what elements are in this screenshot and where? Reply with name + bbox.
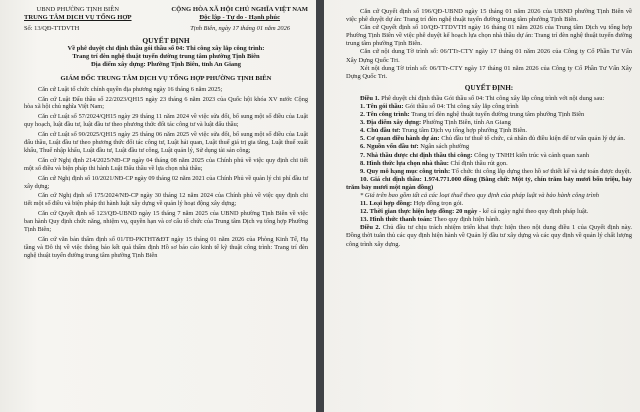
legal-basis-paragraph: Căn cứ Nghị định số 175/2024/NĐ-CP ngày 30 tháng 12 năm 2024 của Chính phủ về việc quy định chi tiết một số điều và biện pháp thi hành luật xây dựng về quản lý hoạt động xây dựng; — [24, 192, 308, 208]
price-note: * Giá trên bao gồm tất cả các loại thuế theo quy định của pháp luật và bảo hành công trình — [360, 191, 600, 199]
document-header — [24, 6, 308, 22]
decision-item — [346, 111, 632, 119]
legal-basis-paragraph: Căn cứ Quyết định số 123/QĐ-UBND ngày 15 tháng 7 năm 2025 của UBND phường Tịnh Biên về việc ban hành Quy định chức năng, nhiệm vụ, quyền hạn và cơ cấu tổ chức của Trung tâm Dịch vụ tổng hợp Phường Tịnh Biên; — [24, 210, 308, 234]
decision-item — [346, 127, 632, 135]
item-text: Công ty TNHH kiến trúc và cảnh quan xanh — [472, 151, 590, 159]
decision-item — [346, 208, 632, 216]
item-label: 11. Loại hợp đồng: — [360, 200, 413, 208]
article-label: Điều 1. — [360, 94, 380, 102]
item-text: Hợp đồng trọn gói. — [412, 200, 464, 208]
document-title: QUYẾT ĐỊNH — [142, 36, 190, 45]
legal-basis-paragraph: Căn cứ Luật số 90/2025/QH15 ngày 25 tháng 06 năm 2025 về việc sửa đổi, bổ sung một số điều của Luật đấu thầu, Luật đầu tư theo phương thức đối tác công tư, Luật hải quan, Luật thuế giá trị gia tăng, Luật thuế xuất khẩu, Thuế nhập khẩu, Luật đầu tư, Luật đầu tư công, Luật quản lý, Sử dụng tài sản công; — [24, 131, 308, 154]
item-text: Phường Tịnh Biên, tỉnh An Giang — [421, 119, 511, 127]
decision-item — [346, 176, 632, 192]
nation-line-2: Độc lập - Tự do - Hạnh phúc — [199, 14, 280, 21]
decision-item — [346, 216, 632, 224]
nation-line-1: CỘNG HÒA XÃ HỘI CHỦ NGHĨA VIỆT NAM — [171, 6, 308, 13]
document-page-right — [324, 0, 640, 412]
document-number: Số: 13/QĐ-TTDVTH — [24, 25, 80, 32]
decision-item — [346, 119, 632, 127]
document-subject — [24, 45, 308, 70]
legal-basis-paragraph: Căn cứ Luật số 57/2024/QH15 ngày 29 tháng 11 năm 2024 về việc sửa đổi, bổ sung một số điều của Luật quy hoạch, luật đầu tư, luật đầu tư theo phương thức đối tác công tư và luật đấu thầu; — [24, 113, 308, 129]
document-page-left — [0, 0, 316, 412]
item-label: 6. Nguồn vốn đầu tư: — [360, 143, 419, 151]
item-label: 9. Quy mô hạng mục công trình: — [360, 167, 451, 175]
item-text: Trung tâm Dịch vụ tổng hợp phường Tịnh Biên. — [400, 127, 527, 135]
legal-basis-paragraph: Căn cứ Nghị định 214/2025/NĐ-CP ngày 04 tháng 08 năm 2025 của Chính phủ về việc quy định chi tiết một số điều và biện pháp thi hành Luật Đấu thầu về lựa chọn nhà thầu; — [24, 156, 308, 172]
item-label: 10. Giá chỉ định thầu: 1.974.771.000 đồng (Bằng chữ: Một tỷ, chín trăm bảy mươi bốn triệu, bảy trăm bảy mươi một ngàn đồng) — [346, 175, 632, 191]
decision-item — [346, 160, 632, 168]
item-label: 13. Hình thức thanh toán: — [360, 216, 432, 224]
item-text: Theo quy định hiện hành. — [432, 216, 501, 224]
item-text: Chỉ định thầu rút gọn. — [448, 159, 508, 167]
legal-basis-paragraph: Căn cứ Nghị định số 10/2021/NĐ-CP ngày 09 tháng 02 năm 2021 của Chính Phủ về quản lý chi phí đầu tư xây dựng; — [24, 174, 308, 190]
decision-item — [346, 152, 632, 160]
document-date: Tịnh Biên, ngày 17 tháng 01 năm 2026 — [190, 25, 290, 32]
item-text: Ngân sách phường — [418, 143, 470, 151]
legal-basis-paragraph: Căn cứ Luật tổ chức chính quyền địa phương ngày 16 tháng 6 năm 2025; — [38, 85, 223, 93]
item-text: Tổ chức thi công lắp dựng theo hồ sơ thiết kế và dự toán được duyệt. — [450, 167, 632, 175]
item-text: Chủ đầu tư thuê tổ chức, cá nhân đủ điều kiện để tư vấn quản lý dự án. — [439, 135, 626, 143]
decision-item — [346, 135, 632, 143]
item-label: 1. Tên gói thầu: — [360, 102, 404, 110]
article-text: Chủ đầu tư chịu trách nhiệm triển khai thực hiện theo nội dung điều 1 của Quyết định này. Đồng thời tuân thủ các quy định hiện hành về Quản lý đầu tư xây dựng và các quy định về quản lý chất lượng công trình xây dựng. — [346, 224, 632, 248]
org-line-2: TRUNG TÂM DỊCH VỤ TỔNG HỢP — [24, 14, 132, 21]
decision-heading: QUYẾT ĐỊNH: — [464, 83, 514, 92]
article-2 — [346, 224, 632, 248]
item-text: - kể cả ngày nghỉ theo quy định pháp luật. — [477, 208, 589, 216]
article-text: Phê duyệt chỉ định thầu Gói thầu số 04: Thi công xây lắp công trình với nội dung sau: — [379, 94, 605, 102]
legal-basis-paragraph: Căn cứ Quyết định số 196/QĐ-UBND ngày 15 tháng 01 năm 2026 của UBND phường Tịnh Biên về việc phê duyệt dự án: Trang trí đèn nghệ thuật tuyến đường trung tâm phường Tịnh Biên. — [346, 8, 632, 24]
item-text: Gói thầu số 04: Thi công xây lắp công trình — [403, 102, 519, 110]
decision-item — [346, 168, 632, 176]
item-label: 5. Cơ quan điều hành dự án: — [360, 135, 440, 143]
item-label: 12. Thời gian thực hiện hợp đồng: 20 ngày — [360, 208, 478, 216]
item-label: 8. Hình thức lựa chọn nhà thầu: — [360, 159, 449, 167]
legal-basis-paragraph: Căn cứ Quyết định số 10/QĐ-TTDVTH ngày 16 tháng 01 năm 2026 của Trung tâm Dịch vụ tổng hợp Phường Tịnh Biên về việc phê duyệt kế hoạch lựa chọn nhà thầu dự án: Trang trí đèn nghệ thuật tuyến đường trung tâm phường Tịnh Biên. — [346, 24, 632, 48]
legal-basis-paragraph: Căn cứ Luật Đấu thầu số 22/2023/QH15 ngày 23 tháng 6 năm 2023 của Quốc hội khóa XV nước Cộng hòa xã hội chủ nghĩa Việt Nam; — [24, 95, 308, 111]
legal-basis-paragraph: Xét nội dung Tờ trình số: 06/TTr-CTY ngày 17 tháng 01 năm 2026 của Công ty Cổ Phần Tư Vấn Xây Dựng Quốc Tri. — [346, 64, 632, 80]
article-label: Điều 2. — [360, 224, 381, 232]
subject-line: Trang trí đèn nghệ thuật tuyến đường trung tâm phường Tịnh Biên — [72, 53, 260, 61]
item-label: 3. Địa điểm xây dựng: — [360, 119, 422, 127]
item-label: 4. Chủ đầu tư: — [360, 127, 401, 135]
item-text: Trang trí đèn nghệ thuật tuyến đường trung tâm phường Tịnh Biên — [409, 111, 585, 119]
national-motto — [171, 6, 308, 22]
document-meta — [24, 25, 308, 32]
legal-basis-paragraph: Căn cứ văn bản thẩm định số 01/TĐ-PKTHT&ĐT ngày 15 tháng 01 năm 2026 của Phòng Kinh Tế, Hạ tầng và Đô thị về việc thông báo kết quả thẩm định Hồ sơ báo cáo kinh tế kỹ thuật công trình: Trang trí đèn nghệ thuật tuyến đường trung tâm phường Tịnh Biên — [24, 236, 308, 259]
decision-item — [346, 143, 632, 151]
item-label: 2. Tên công trình: — [360, 111, 410, 119]
article-1 — [346, 95, 632, 103]
org-line-1: UBND PHƯỜNG TỊNH BIÊN — [36, 6, 119, 13]
issuing-organization — [24, 6, 132, 22]
legal-basis-paragraph: Căn cứ nội dung Tờ trình số: 06/TTr-CTY ngày 17 tháng 01 năm 2026 của Công ty Cổ Phần Tư Vấn Xây Dựng Quốc Tri. — [346, 48, 632, 64]
subject-line: Về phê duyệt chỉ định thầu gói thầu số 04: Thi công xây lắp công trình: — [67, 45, 265, 52]
item-label: 7. Nhà thầu được chỉ định thầu thi công: — [360, 151, 473, 159]
decision-item — [346, 200, 632, 208]
issuing-authority: GIÁM ĐỐC TRUNG TÂM DỊCH VỤ TỔNG HỢP PHƯỜNG TỊNH BIÊN — [60, 74, 272, 82]
subject-line: Địa điểm xây dựng: Phường Tịnh Biên, tỉnh An Giang — [91, 61, 241, 69]
decision-item — [346, 103, 632, 111]
